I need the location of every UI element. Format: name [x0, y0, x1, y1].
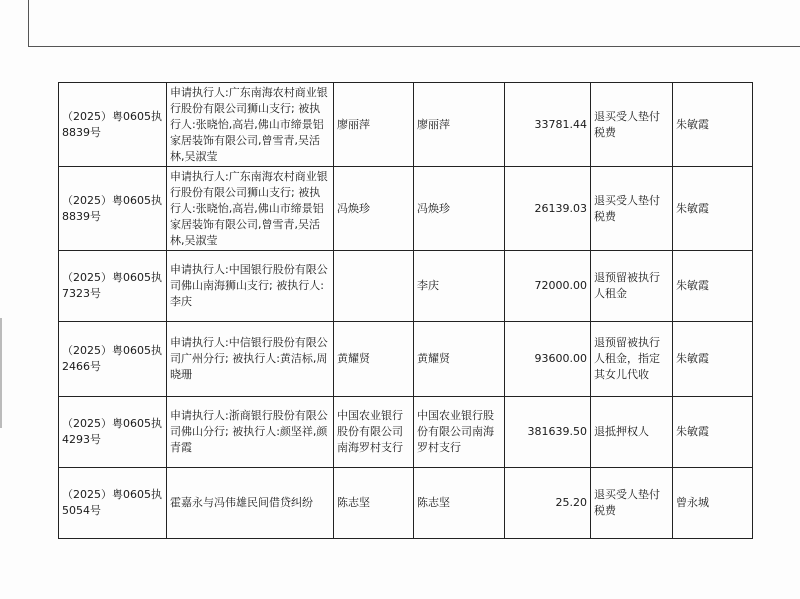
- handler-cell: 朱敏霞: [673, 322, 753, 397]
- refund-ledger-table: [58, 82, 753, 539]
- payee-cell: 黄耀贤: [334, 322, 414, 397]
- case-number-cell: （2025）粤0605执4293号: [59, 397, 167, 468]
- amount-cell: 381639.50: [505, 397, 591, 468]
- case-number-cell: （2025）粤0605执5054号: [59, 468, 167, 539]
- handler-cell: 曾永城: [673, 468, 753, 539]
- table-row: [59, 397, 753, 468]
- reason-cell: 退预留被执行人租金，指定其女儿代收: [591, 322, 673, 397]
- table-row: [59, 83, 753, 167]
- table-row: [59, 468, 753, 539]
- parties-cell: 申请执行人:中国银行股份有限公司佛山南海狮山支行; 被执行人:李庆: [167, 251, 334, 322]
- handler-cell: 朱敏霞: [673, 251, 753, 322]
- case-number-cell: （2025）粤0605执2466号: [59, 322, 167, 397]
- table-row: [59, 322, 753, 397]
- payee-cell: [334, 251, 414, 322]
- amount-cell: 26139.03: [505, 167, 591, 251]
- case-number-cell: （2025）粤0605执8839号: [59, 167, 167, 251]
- amount-cell: 33781.44: [505, 83, 591, 167]
- payee-cell: 陈志坚: [334, 468, 414, 539]
- table-row: [59, 167, 753, 251]
- scan-border: [28, 0, 800, 47]
- parties-cell: 申请执行人:浙商银行股份有限公司佛山分行; 被执行人:颜坚祥,颜青霞: [167, 397, 334, 468]
- margin-mark: [0, 318, 2, 428]
- account-name-cell: 冯焕珍: [414, 167, 505, 251]
- table-row: [59, 251, 753, 322]
- account-name-cell: 中国农业银行股份有限公司南海罗村支行: [414, 397, 505, 468]
- account-name-cell: 黄耀贤: [414, 322, 505, 397]
- handler-cell: 朱敏霞: [673, 167, 753, 251]
- amount-cell: 25.20: [505, 468, 591, 539]
- reason-cell: 退买受人垫付税费: [591, 468, 673, 539]
- payee-cell: 廖丽萍: [334, 83, 414, 167]
- handler-cell: 朱敏霞: [673, 397, 753, 468]
- parties-cell: 申请执行人:中信银行股份有限公司广州分行; 被执行人:黄洁标,周晓珊: [167, 322, 334, 397]
- account-name-cell: 李庆: [414, 251, 505, 322]
- payee-cell: 冯焕珍: [334, 167, 414, 251]
- payee-cell: 中国农业银行股份有限公司南海罗村支行: [334, 397, 414, 468]
- reason-cell: 退买受人垫付税费: [591, 83, 673, 167]
- parties-cell: 申请执行人:广东南海农村商业银行股份有限公司狮山支行; 被执行人:张晓怡,高岩,佛山市缔景铝家居装饰有限公司,曾雪青,吴活林,吴淑莹: [167, 83, 334, 167]
- reason-cell: 退抵押权人: [591, 397, 673, 468]
- handler-cell: 朱敏霞: [673, 83, 753, 167]
- parties-cell: 申请执行人:广东南海农村商业银行股份有限公司狮山支行; 被执行人:张晓怡,高岩,佛山市缔景铝家居装饰有限公司,曾雪青,吴活林,吴淑莹: [167, 167, 334, 251]
- reason-cell: 退预留被执行人租金: [591, 251, 673, 322]
- case-number-cell: （2025）粤0605执8839号: [59, 83, 167, 167]
- amount-cell: 72000.00: [505, 251, 591, 322]
- account-name-cell: 陈志坚: [414, 468, 505, 539]
- parties-cell: 霍嘉永与冯伟雄民间借贷纠纷: [167, 468, 334, 539]
- case-number-cell: （2025）粤0605执7323号: [59, 251, 167, 322]
- reason-cell: 退买受人垫付税费: [591, 167, 673, 251]
- account-name-cell: 廖丽萍: [414, 83, 505, 167]
- amount-cell: 93600.00: [505, 322, 591, 397]
